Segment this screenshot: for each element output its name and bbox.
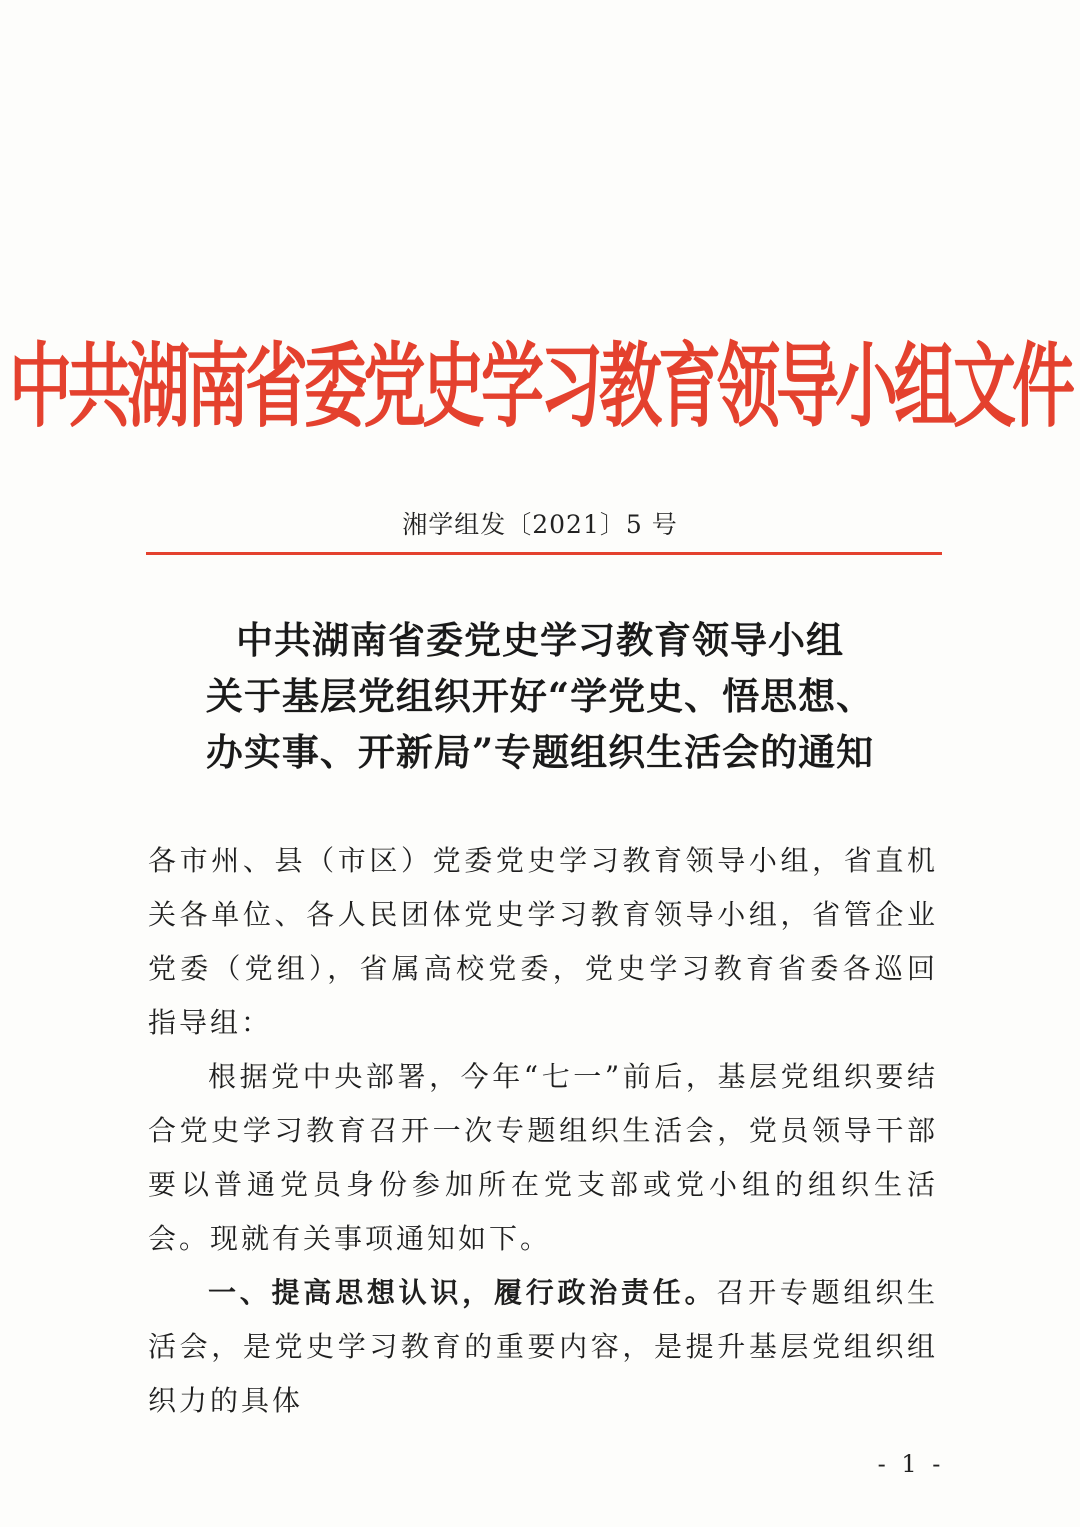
section-1-text: 召开专题组织生活会，是党史学习教育的重要内容，是提升基层党组织组织力的具体 <box>148 1276 938 1417</box>
document-title <box>150 612 930 780</box>
red-divider-line <box>146 552 942 555</box>
intro-paragraph: 根据党中央部署，今年“七一”前后，基层党组织要结合党史学习教育召开一次专题组织生活会，党员领导干部要以普通党员身份参加所在党支部或党小组的组织生活会。现就有关事项通知如下。 <box>148 1060 938 1255</box>
issuer-banner-text: 中共湖南省委党史学习教育领导小组文件 <box>9 333 1071 440</box>
page-number: - 1 - <box>877 1450 945 1478</box>
issuer-banner <box>9 318 1071 440</box>
section-1-heading: 一、提高思想认识，履行政治责任。 <box>208 1276 717 1309</box>
recipients-paragraph: 各市州、县（市区）党委党史学习教育领导小组，省直机关各单位、各人民团体党史学习教育领导小组，省管企业党委（党组），省属高校党委，党史学习教育省委各巡回指导组： <box>148 844 938 1039</box>
title-line-1: 中共湖南省委党史学习教育领导小组 <box>236 618 844 662</box>
document-number: 湘学组发〔2021〕5 号 <box>402 510 678 539</box>
title-line-3: 办实事、开新局”专题组织生活会的通知 <box>205 730 875 774</box>
section-1-paragraph <box>148 1266 938 1428</box>
title-line-2: 关于基层党组织开好“学党史、悟思想、 <box>205 674 875 718</box>
document-body <box>148 834 938 1428</box>
